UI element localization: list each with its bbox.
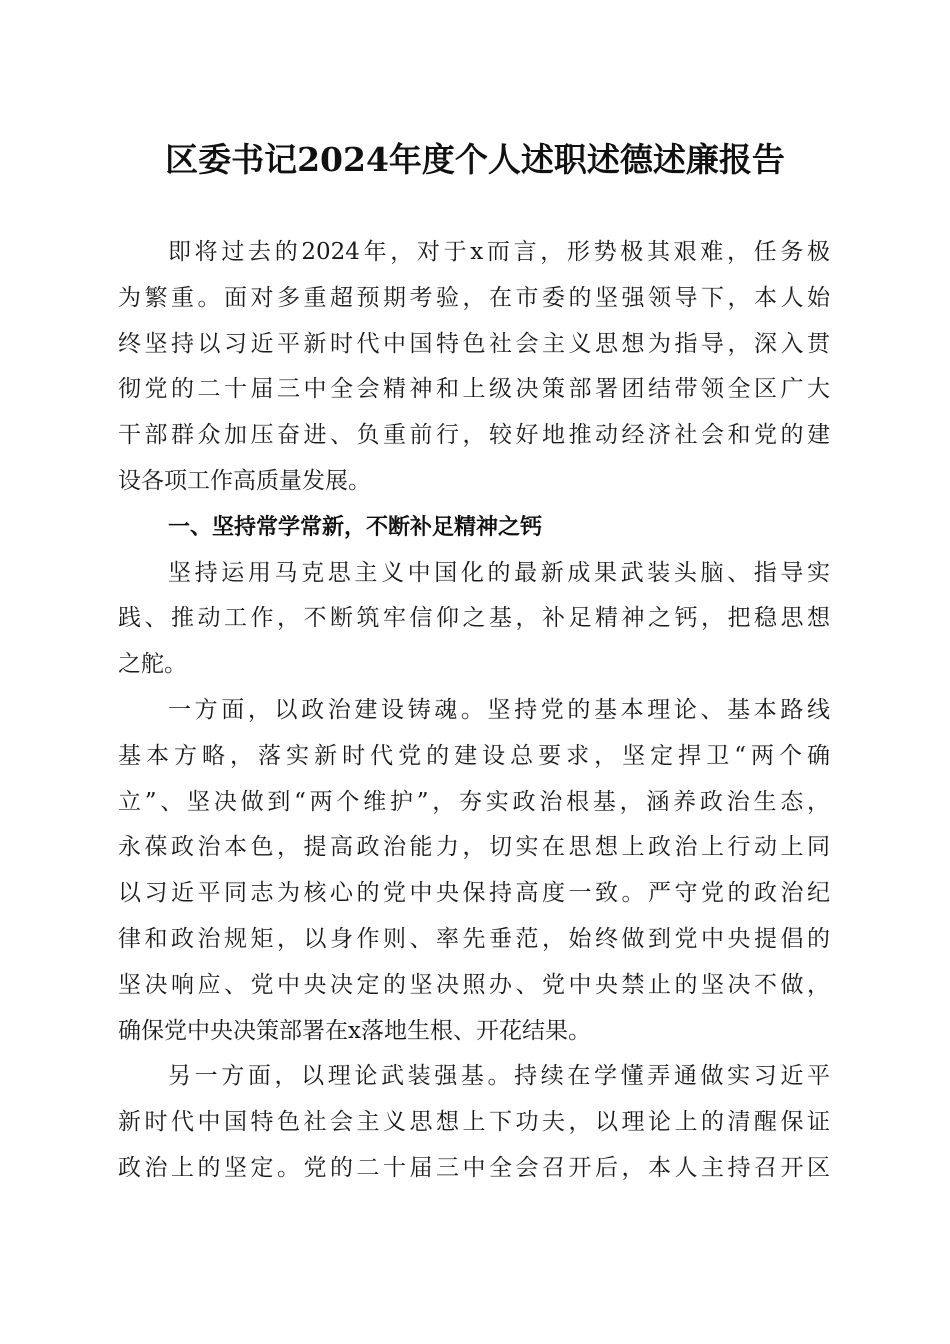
text-line: 确保党中央决策部署在x落地生根、开花结果。 (118, 1017, 591, 1044)
text-line: 立”、坚决做到“两个维护”，夯实政治根基，涵养政治生态， (118, 788, 830, 815)
text-line: 坚决响应、党中央决定的坚决照办、党中央禁止的坚决不做， (118, 971, 830, 998)
text-line: 新时代中国特色社会主义思想上下功夫，以理论上的清醒保证 (118, 1109, 830, 1136)
text-line: 设各项工作高质量发展。 (118, 467, 371, 494)
text-line: 坚持运用马克思主义中国化的最新成果武装头脑、指导实 (168, 559, 830, 586)
text-line: 政治上的坚定。党的二十届三中全会召开后，本人主持召开区 (118, 1154, 830, 1181)
paragraph-intro (118, 230, 830, 505)
paragraph-political-building (118, 688, 830, 1054)
text-line: 一方面，以政治建设铸魂。坚持党的基本理论、基本路线 (168, 696, 830, 723)
text-line: 永葆政治本色，提高政治能力，切实在思想上政治上行动上同 (118, 834, 830, 861)
text-line: 基本方略，落实新时代党的建设总要求，坚定捍卫“两个确 (118, 742, 830, 769)
text-line: 另一方面，以理论武装强基。持续在学懂弄通做实习近平 (168, 1063, 830, 1090)
section-heading: 一、坚持常学常新，不断补足精神之钙 (168, 514, 543, 540)
text-line: 律和政治规矩，以身作则、率先垂范，始终做到党中央提倡的 (118, 925, 830, 952)
text-line: 为繁重。面对多重超预期考验，在市委的坚强领导下，本人始 (118, 284, 830, 311)
text-line: 彻党的二十届三中全会精神和上级决策部署团结带领全区广大 (118, 376, 830, 403)
paragraph-theory-arming (118, 1054, 830, 1191)
text-line: 践、推动工作，不断筑牢信仰之基，补足精神之钙，把稳思想 (118, 605, 830, 632)
text-line: 之舵。 (118, 651, 187, 678)
document-body (118, 230, 830, 1192)
document-title: 区委书记2024年度个人述职述德述廉报告 (165, 140, 785, 179)
text-line: 以习近平同志为核心的党中央保持高度一致。严守党的政治纪 (118, 880, 830, 907)
paragraph-section-intro (118, 551, 830, 688)
text-line: 干部群众加压奋进、负重前行，较好地推动经济社会和党的建 (118, 422, 830, 449)
text-line: 即将过去的2024年，对于x而言，形势极其艰难，任务极 (168, 239, 830, 265)
text-line: 终坚持以习近平新时代中国特色社会主义思想为指导，深入贯 (118, 330, 830, 357)
